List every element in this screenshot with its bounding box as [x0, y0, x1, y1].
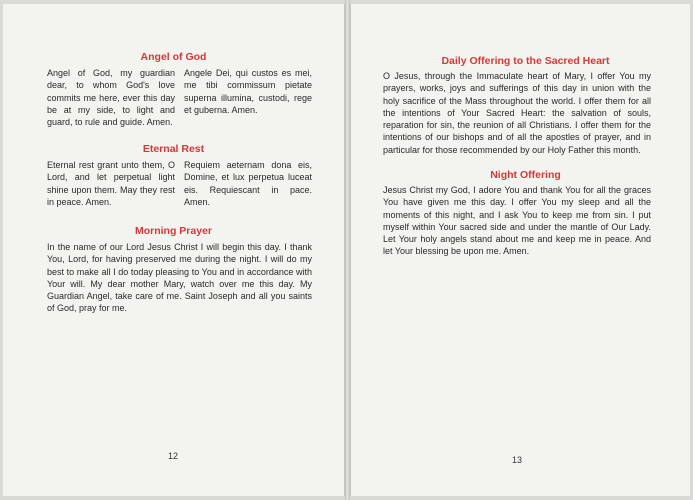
left-page — [3, 4, 345, 496]
angel-of-god-english: Angel of God, my guardian dear, to whom God's love commits me here, ever this day be at my side, to light and guard, to rule and guide. Amen. — [47, 68, 175, 128]
angel-of-god-latin: Angele Dei, qui custos es mei, me tibi commissum pietate superna illumina, custodi, rege et guberna. Amen. — [184, 68, 312, 115]
eternal-rest-title: Eternal Rest — [142, 143, 205, 155]
morning-prayer-title: Morning Prayer — [134, 225, 213, 237]
daily-offering-text: O Jesus, through the Immaculate heart of Mary, I offer You my prayers, works, joys and sufferings of this day in union with the holy sacrifice of the Mass throughout the world. I offer them for all the intentions of Your Sacred Heart: the salvation of souls, reparation for sin, the reunion of all Christians. I offer them for the intentions of our bishops and of all the apostles of prayer, and in particular for those recommended by our Holy Father this month. — [383, 71, 651, 155]
night-offering-title: Night Offering — [490, 169, 561, 181]
page-number-right: 13 — [512, 455, 523, 465]
page-number-left: 12 — [168, 451, 179, 461]
eternal-rest-english: Eternal rest grant unto them, O Lord, and let perpetual light shine upon them. May they rest in peace. Amen. — [47, 160, 175, 207]
daily-offering-title: Daily Offering to the Sacred Heart — [441, 55, 610, 67]
eternal-rest-latin: Requiem aeternam dona eis, Domine, et lux perpetua luceat eis. Requiescant in pace. Amen. — [184, 160, 312, 207]
morning-prayer-text: In the name of our Lord Jesus Christ I will begin this day. I thank You, Lord, for having preserved me during the night. I will do my best to make all I do today pleasing to You and in accordance with Your will. My dear mother Mary, watch over me this day. My Guardian Angel, take care of me. Saint Joseph and all you saints of God, pray for me. — [47, 242, 312, 314]
night-offering-text: Jesus Christ my God, I adore You and thank You for all the graces You have given me this day. I offer You my sleep and all the moments of this night, and I ask You to keep me from sin. I put myself within Your sacred side and under the mantle of Our Lady. Let Your holy angels stand about me and keep me in peace. And let Your blessing be upon me. Amen. — [383, 185, 651, 257]
right-page — [350, 4, 690, 496]
angel-of-god-title: Angel of God — [140, 51, 207, 63]
